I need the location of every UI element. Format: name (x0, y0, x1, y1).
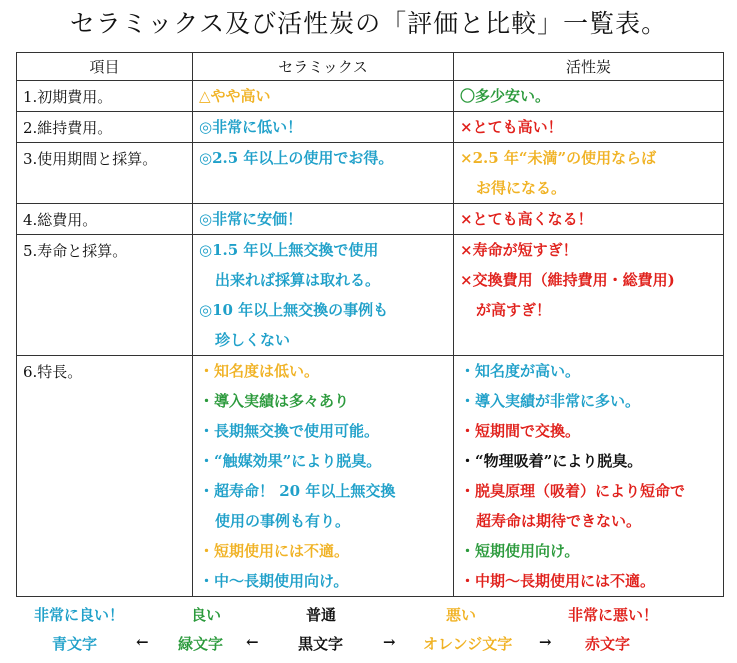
row-item-label: 3.使用期間と採算。 (17, 143, 193, 204)
row-item-label: 2.維持費用。 (17, 112, 193, 143)
page-title: セラミックス及び活性炭の「評価と比較」一覧表。 (69, 9, 668, 38)
ceramics-line: ◎非常に安価！ (199, 210, 303, 228)
ceramics-line: ◎10 年以上無交換の事例も (199, 301, 389, 319)
row-item-label: 1.初期費用。 (17, 81, 193, 112)
right-arrow-icon: → (383, 633, 396, 651)
ceramics-cell (193, 235, 454, 356)
ceramics-line: ・短期使用には不適。 (199, 542, 350, 560)
table-row (17, 81, 724, 112)
header-ceramics: セラミックス (193, 53, 454, 81)
ceramics-line: ◎非常に低い！ (199, 118, 303, 136)
carbon-line: ・短期間で交換。 (460, 422, 581, 440)
carbon-line: ×寿命が短すぎ！ (460, 241, 578, 259)
right-arrow-icon: → (539, 633, 552, 651)
left-arrow-icon: ← (246, 633, 259, 651)
table-row (17, 356, 724, 597)
ceramics-line: △やや高い (199, 87, 271, 105)
color-blue-label: 青文字 (52, 635, 98, 653)
rating-very-good: 非常に良い！ (34, 606, 125, 624)
row-item-label: 4.総費用。 (17, 204, 193, 235)
carbon-cell (454, 112, 724, 143)
ceramics-cell (193, 356, 454, 597)
rating-very-bad: 非常に悪い！ (568, 606, 659, 624)
carbon-line: ・“物理吸着”により脱臭。 (460, 452, 643, 470)
carbon-line: 〇多少安い。 (460, 87, 551, 105)
ceramics-cell (193, 81, 454, 112)
table-row (17, 143, 724, 204)
carbon-line: お得になる。 (476, 179, 567, 197)
comparison-table (16, 52, 724, 597)
ceramics-line: ◎1.5 年以上無交換で使用 (199, 241, 379, 259)
carbon-cell (454, 235, 724, 356)
carbon-cell (454, 143, 724, 204)
carbon-line: ・知名度が高い。 (460, 362, 581, 380)
carbon-line: ・脱臭原理（吸着）により短命で (460, 482, 686, 500)
ceramics-line: ・“触媒効果”により脱臭。 (199, 452, 382, 470)
carbon-line: ×とても高い！ (460, 118, 563, 136)
ceramics-cell (193, 112, 454, 143)
carbon-line: ・短期使用向け。 (460, 542, 580, 560)
color-red-label: 赤文字 (585, 635, 631, 653)
ceramics-line: ・中～長期使用向け。 (199, 572, 349, 590)
carbon-line: 超寿命は期待できない。 (476, 512, 642, 530)
row-item-label: 5.寿命と採算。 (17, 235, 193, 356)
ceramics-line: 使用の事例も有り。 (215, 512, 351, 530)
ceramics-line: ・長期無交換で使用可能。 (199, 422, 380, 440)
left-arrow-icon: ← (136, 633, 149, 651)
table-header-row (17, 53, 724, 81)
carbon-cell (454, 204, 724, 235)
ceramics-line: ・知名度は低い。 (199, 362, 320, 380)
carbon-cell (454, 356, 724, 597)
carbon-line: が高すぎ！ (476, 301, 552, 319)
table-row (17, 235, 724, 356)
color-orange-label: オレンジ文字 (423, 635, 513, 653)
carbon-line: ×交換費用（維持費用・総費用) (460, 271, 675, 289)
table-row (17, 112, 724, 143)
ceramics-cell (193, 143, 454, 204)
color-green-label: 緑文字 (178, 635, 224, 653)
ceramics-line: 出来れば採算は取れる。 (215, 271, 381, 289)
ceramics-line: ◎2.5 年以上の使用でお得。 (199, 149, 394, 167)
rating-bad: 悪い (446, 606, 477, 624)
carbon-cell (454, 81, 724, 112)
ceramics-cell (193, 204, 454, 235)
table-row (17, 204, 724, 235)
rating-good: 良い (191, 606, 222, 624)
header-carbon: 活性炭 (454, 53, 724, 81)
carbon-line: ×とても高くなる！ (460, 210, 593, 228)
carbon-line: ×2.5 年“未満”の使用ならば (460, 149, 657, 167)
carbon-line: ・中期～長期使用には不適。 (460, 572, 656, 590)
ceramics-line: ・超寿命！ 20 年以上無交換 (199, 482, 396, 500)
ceramics-line: 珍しくない (215, 331, 291, 349)
header-item: 項目 (17, 53, 193, 81)
carbon-line: ・導入実績が非常に多い。 (460, 392, 641, 410)
row-item-label: 6.特長。 (17, 356, 193, 597)
rating-normal: 普通 (306, 606, 337, 624)
ceramics-line: ・導入実績は多々あり (199, 392, 350, 410)
color-black-label: 黒文字 (298, 635, 344, 653)
